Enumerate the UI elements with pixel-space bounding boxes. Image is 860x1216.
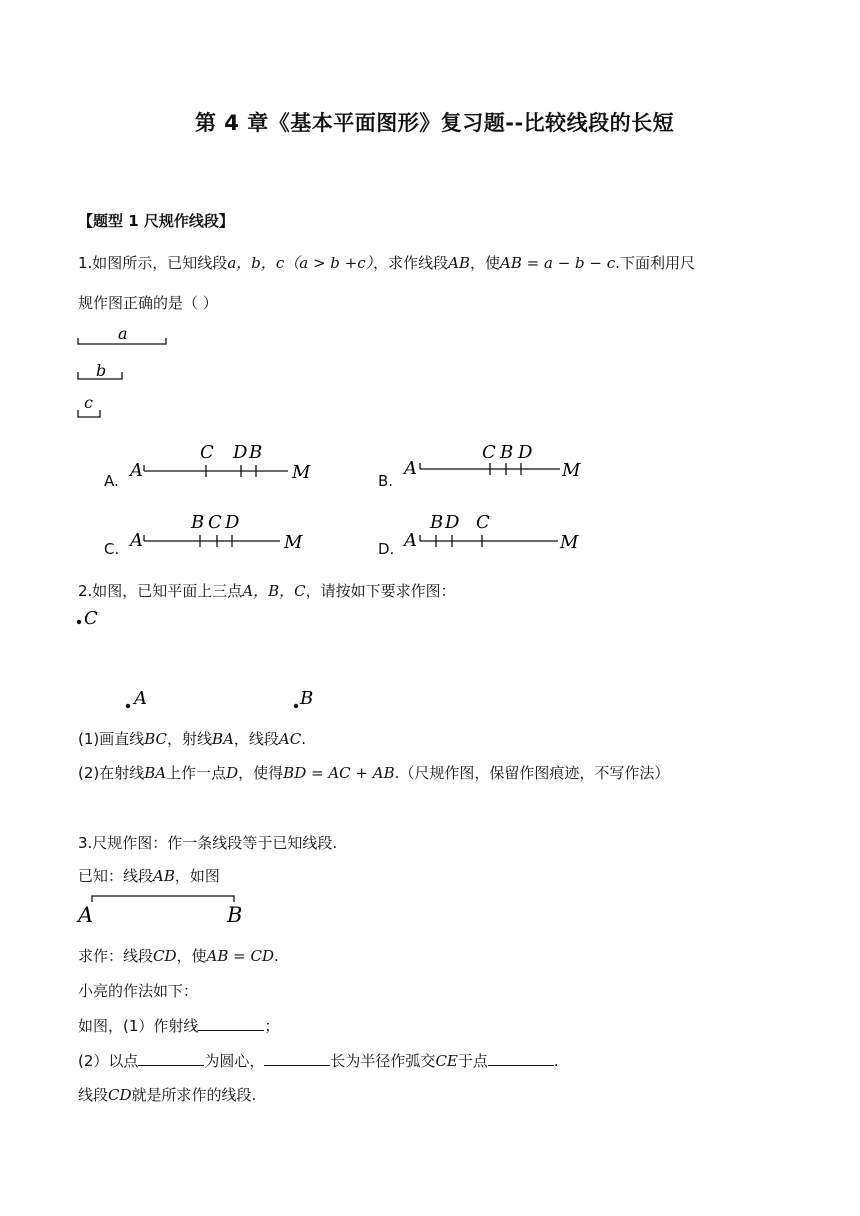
- option-d-figure[interactable]: [402, 508, 592, 558]
- q3-method: 小亮的作法如下：: [78, 982, 199, 1000]
- q2-stem-a: 2.如图，已知平面上三点: [78, 582, 243, 600]
- q3-step2-b: 为圆心，: [204, 1052, 265, 1070]
- q2-part2-d: D: [226, 764, 239, 782]
- q3-step2: [78, 1050, 559, 1071]
- q3-req-formula: AB = CD: [206, 947, 275, 965]
- q3-known-b: ，如图: [174, 867, 220, 885]
- option-a-start: A: [130, 460, 143, 481]
- point-a-label: A: [134, 688, 147, 709]
- q3-blank-center[interactable]: [138, 1051, 204, 1066]
- option-c-figure[interactable]: [128, 508, 318, 558]
- q1-text-c: ，使: [470, 254, 501, 272]
- q2-part1-d: .: [301, 730, 307, 748]
- q1-line1: [78, 252, 695, 273]
- option-c-letter[interactable]: C.: [104, 540, 120, 558]
- q3-step1: [78, 1015, 279, 1036]
- q3-step1-a: 如图，(1）作射线: [78, 1017, 199, 1035]
- q2-stem-b: ，请按如下要求作图：: [305, 582, 456, 600]
- q3-requirement: [78, 945, 279, 966]
- point-b-label: B: [300, 688, 314, 709]
- q3-seg-label-b: B: [227, 903, 243, 927]
- q1-given-segments: [74, 322, 184, 424]
- q1-text-a: 1.如图所示，已知线段: [78, 254, 228, 272]
- q3-req-a: 求作：线段: [78, 947, 154, 965]
- q2-part2: [78, 762, 669, 783]
- q3-req-cd: CD: [153, 947, 177, 965]
- q2-part2-a: (2)在射线: [78, 764, 145, 782]
- q3-blank-radius[interactable]: [264, 1051, 330, 1066]
- q3-known: [78, 865, 220, 886]
- q3-step2-d: 于点: [457, 1052, 488, 1070]
- page-title: 第 4 章《基本平面图形》复习题--比较线段的长短: [195, 111, 675, 135]
- q2-part1-c: ，线段: [233, 730, 279, 748]
- option-c-pt3: D: [225, 512, 240, 533]
- q3-conclusion-b: 就是所求作的线段.: [131, 1086, 257, 1104]
- option-d-pt3: C: [476, 512, 490, 533]
- q3-req-b: ，使: [176, 947, 207, 965]
- option-c-pt2: C: [208, 512, 222, 533]
- option-c-pt1: B: [191, 512, 205, 533]
- q2-part1-bc: BC: [144, 730, 168, 748]
- q1-formula: AB = a − b − c: [500, 254, 616, 272]
- q2-part1-a: (1)画直线: [78, 730, 145, 748]
- q2-part1-ba: BA: [212, 730, 234, 748]
- option-a-end: M: [292, 462, 311, 483]
- point-b-dot: [294, 704, 298, 708]
- point-c-dot: [77, 620, 81, 624]
- q3-blank-point[interactable]: [488, 1051, 554, 1066]
- q2-points-figure: [70, 600, 330, 720]
- point-a-dot: [126, 704, 130, 708]
- segment-c-label: c: [84, 393, 93, 412]
- q1-text-b: ，求作线段: [373, 254, 449, 272]
- q2-part2-ba: BA: [144, 764, 167, 782]
- segment-c: [78, 393, 100, 417]
- q2-stem: [78, 580, 456, 601]
- q3-conclusion: [78, 1084, 256, 1105]
- q3-conclusion-cd: CD: [108, 1086, 132, 1104]
- q3-seg-label-a: A: [78, 903, 94, 927]
- option-d-pt2: D: [445, 512, 460, 533]
- q2-part2-c: ，使得: [238, 764, 284, 782]
- q3-blank-ray[interactable]: [198, 1016, 264, 1031]
- q3-known-a: 已知：线段: [78, 867, 154, 885]
- q1-line2: 规作图正确的是（ ）: [78, 294, 218, 312]
- point-c-label: C: [84, 608, 98, 629]
- option-d-end: M: [560, 532, 579, 553]
- q2-part1: [78, 728, 306, 749]
- q2-part1-b: ，射线: [167, 730, 213, 748]
- option-b-pt1: C: [482, 442, 496, 463]
- segment-a: [78, 324, 166, 344]
- q2-part1-ac: AC: [278, 730, 302, 748]
- option-a-letter[interactable]: A.: [104, 472, 119, 490]
- option-b-end: M: [562, 460, 581, 481]
- q3-step2-ce: CE: [435, 1052, 458, 1070]
- option-d-letter[interactable]: D.: [378, 540, 395, 558]
- option-b-pt3: D: [518, 442, 533, 463]
- q3-step2-e: .: [553, 1052, 559, 1070]
- q3-stem: 3.尺规作图：作一条线段等于已知线段.: [78, 834, 338, 852]
- option-b-start: A: [404, 458, 417, 479]
- q3-step2-a: (2）以点: [78, 1052, 139, 1070]
- segment-b-label: b: [96, 361, 107, 380]
- option-b-letter[interactable]: B.: [378, 472, 394, 490]
- q2-part2-b: 上作一点: [166, 764, 227, 782]
- q2-part2-formula: BD = AC + AB: [283, 764, 395, 782]
- option-a-figure[interactable]: [128, 438, 318, 488]
- q1-vars: a，b，c（a > b +c）: [227, 254, 374, 272]
- q1-text-d: .下面利用尺: [615, 254, 695, 272]
- q3-conclusion-a: 线段: [78, 1086, 109, 1104]
- option-b-pt2: B: [500, 442, 514, 463]
- option-d-start: A: [404, 530, 417, 551]
- section-heading: 【题型 1 尺规作线段】: [78, 212, 234, 230]
- option-c-start: A: [130, 530, 143, 551]
- q2-stem-vars: A，B，C: [242, 582, 306, 600]
- option-a-pt2: D: [233, 442, 248, 463]
- q3-step2-c: 长为半径作弧交: [330, 1052, 436, 1070]
- option-b-figure[interactable]: [402, 436, 592, 486]
- q3-req-c: .: [274, 947, 279, 965]
- segment-b: [78, 361, 122, 380]
- segment-a-label: a: [118, 324, 128, 343]
- option-d-pt1: B: [430, 512, 444, 533]
- q3-segment-ab: [74, 892, 264, 932]
- q1-ab: AB: [448, 254, 471, 272]
- option-c-end: M: [284, 532, 303, 553]
- q3-known-ab: AB: [153, 867, 175, 885]
- option-a-pt3: B: [249, 442, 263, 463]
- q3-step1-b: ；: [264, 1017, 280, 1035]
- q2-part2-e: .（尺规作图，保留作图痕迹，不写作法）: [394, 764, 670, 782]
- option-a-pt1: C: [200, 442, 214, 463]
